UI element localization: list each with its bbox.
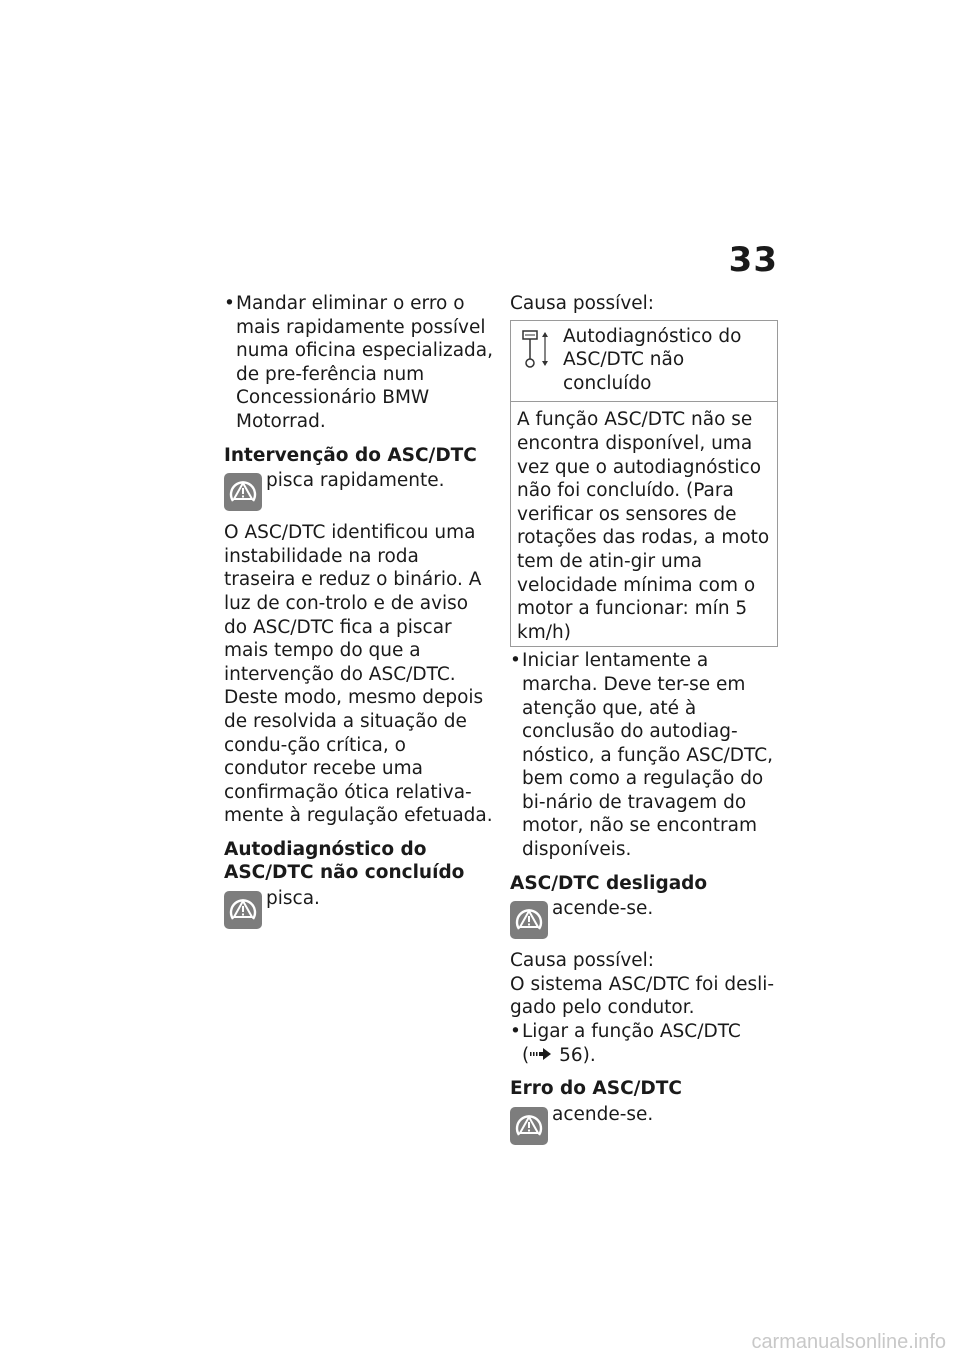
autodiagnostic-icon: [521, 329, 551, 369]
section-heading-autodiagnostic: Autodiagnóstico do ASC/DTC não concluído: [224, 838, 465, 884]
indicator-row: [224, 469, 494, 511]
paragraph: O ASC/DTC identificou uma instabilidade na roda traseira e reduz o binário. A luz de con-trolo e de aviso do ASC/DTC fica a piscar mais tempo do que a intervenção do ASC/DTC. Deste modo, mesmo depois de resolvida a situação de condu-ção crítica, o condutor recebe uma confirmação ótica relativa-mente à regulação efetuada.: [224, 522, 493, 827]
bullet-text: Ligar a função ASC/DTC: [522, 1021, 741, 1043]
right-column: [510, 292, 782, 1145]
cause-box-body: A função ASC/DTC não se encontra disponível, uma vez que o autodiagnóstico não foi concluído. (Para verificar os sensores de rotações das rodas, a moto tem de atin-gir uma velocidade mínima com o motor a funcionar: mín 5 km/h): [517, 409, 770, 643]
cause-label: Causa possível:: [510, 293, 655, 314]
indicator-row: [510, 897, 782, 939]
list-item: [510, 1020, 782, 1067]
page-reference[interactable]: 56).: [559, 1044, 596, 1066]
page-reference-arrow-icon[interactable]: [529, 1044, 553, 1068]
asc-dtc-warning-icon: [224, 473, 262, 511]
page-number: 33: [728, 240, 778, 280]
cause-box: [510, 320, 778, 648]
section-heading-intervention: Intervenção do ASC/DTC: [224, 444, 477, 466]
asc-dtc-warning-icon: [510, 1107, 548, 1145]
indicator-text: acende-se.: [552, 898, 654, 920]
section-heading-asc-error: Erro do ASC/DTC: [510, 1078, 682, 1100]
indicator-row: [510, 1103, 782, 1145]
indicator-row: [224, 887, 494, 929]
paragraph: O sistema ASC/DTC foi desli-gado pelo condutor.: [510, 973, 775, 1019]
cause-box-header: [511, 321, 777, 403]
indicator-text: pisca.: [266, 888, 320, 910]
watermark: carmanualsonline.info: [751, 1331, 946, 1353]
list-item: • Mandar eliminar o erro o mais rapidamente possível numa oficina especializada, de pre-ferência num Concessionário BMW Motorrad.: [224, 292, 494, 434]
left-column: [224, 292, 494, 929]
ref-open: (: [522, 1044, 530, 1066]
indicator-text: pisca rapidamente.: [266, 470, 445, 492]
list-item: • Iniciar lentamente a marcha. Deve ter-se em atenção que, até à conclusão do autodiag-nóstico, a função ASC/DTC, bem como a regulação do bi-nário de travagem do motor, não se encontram disponíveis.: [510, 649, 782, 861]
section-heading-asc-off: ASC/DTC desligado: [510, 872, 708, 894]
asc-dtc-warning-icon: [510, 901, 548, 939]
asc-dtc-warning-icon: [224, 891, 262, 929]
cause-label: Causa possível:: [510, 950, 655, 972]
indicator-text: acende-se.: [552, 1104, 654, 1126]
cause-box-title: Autodiagnóstico do ASC/DTC não concluído: [563, 325, 742, 394]
